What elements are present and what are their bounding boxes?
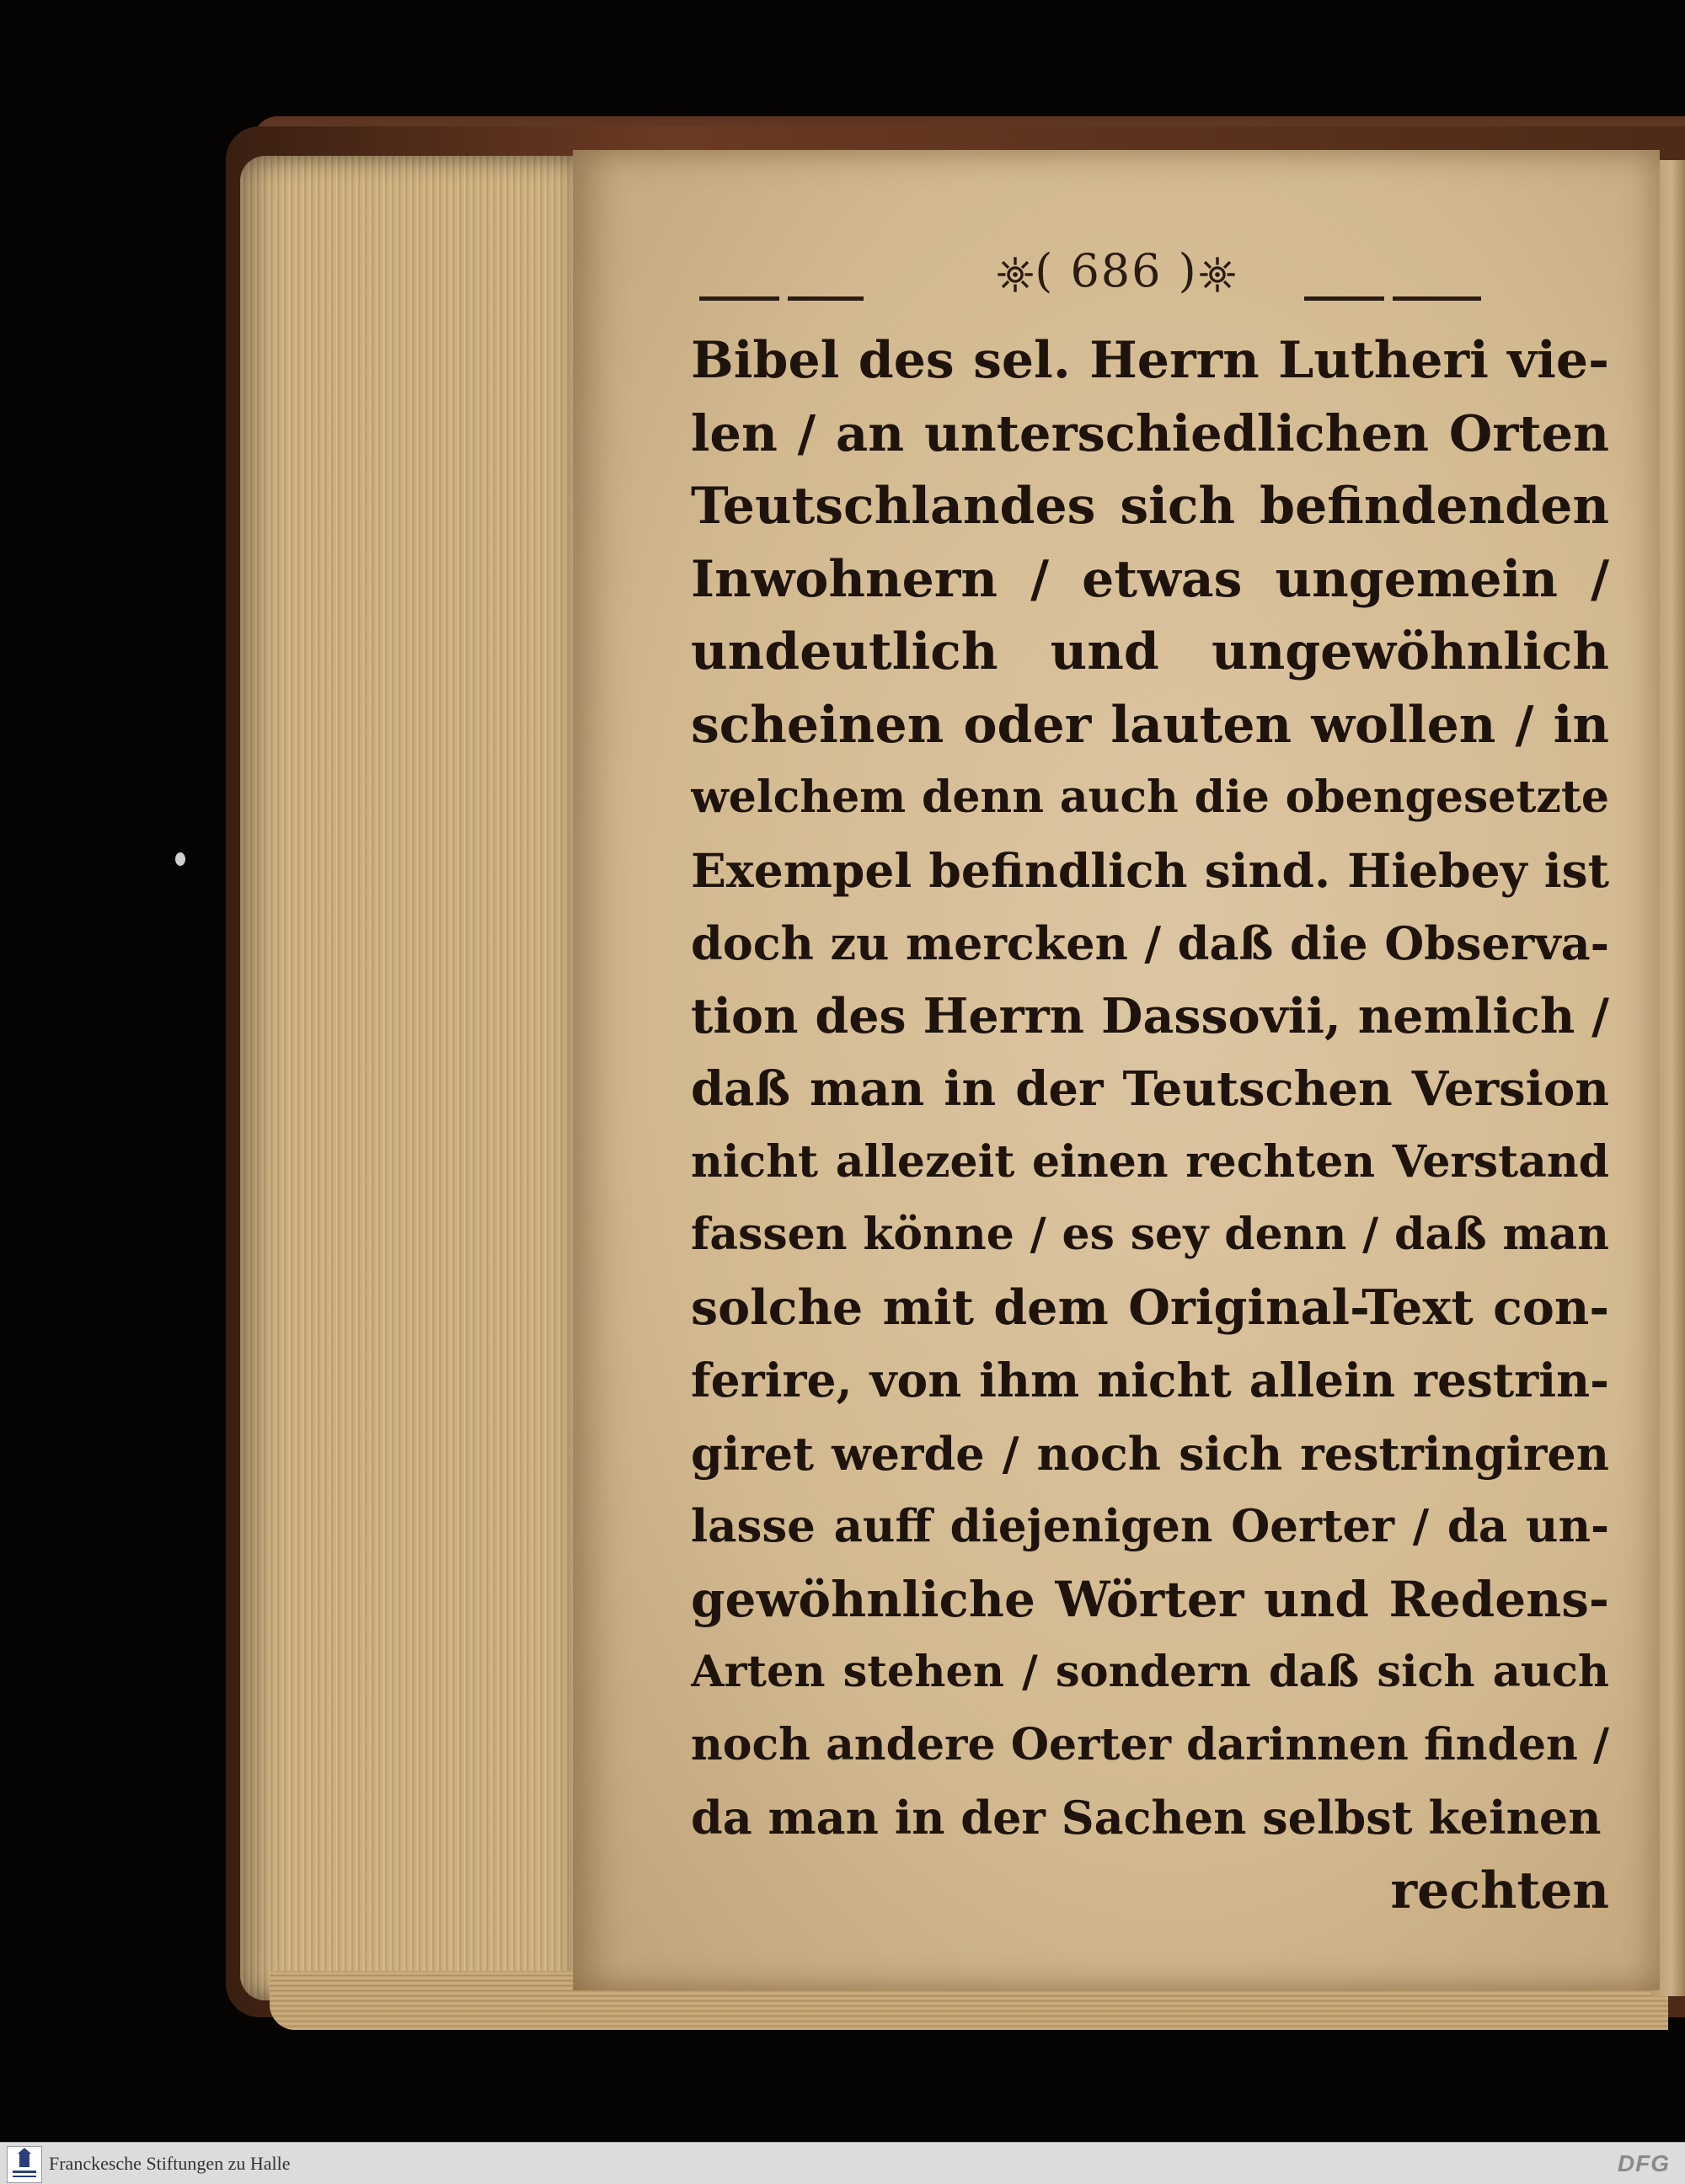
page-block-edges (240, 156, 594, 2000)
fleuron-icon (1198, 255, 1237, 294)
text-line: Exempel befindlich sind. Hiebey ist (691, 842, 1609, 898)
text-line: da man in der Sachen selbst keinen (691, 1791, 1602, 1845)
dust-speck (175, 852, 185, 866)
header-rule (788, 296, 864, 301)
text-line: daß man in der Teutschen Version (691, 1061, 1609, 1117)
body-text (691, 324, 1609, 1855)
dfg-logo: DFG (1617, 2150, 1670, 2176)
institution-name: Franckesche Stiftungen zu Halle (49, 2153, 291, 2174)
institution-logo-icon (7, 2146, 42, 2183)
text-line: scheinen oder lauten wollen / in (691, 695, 1609, 755)
header-rule (699, 296, 779, 301)
text-line: gewöhnliche Wörter und Redens- (691, 1570, 1609, 1628)
text-line: tion des Herrn Dassovii, nemlich / (691, 987, 1609, 1044)
text-line: giret werde / noch sich restringiren (691, 1426, 1609, 1481)
header-rule (1304, 296, 1384, 301)
text-line: noch andere Oerter darinnen finden / (691, 1718, 1609, 1770)
text-line: Teutschlandes sich befindenden (691, 477, 1609, 536)
running-head (573, 244, 1660, 312)
text-line: lasse auff diejenigen Oerter / da un- (691, 1500, 1609, 1552)
text-line: fassen könne / es sey denn / daß man (691, 1209, 1609, 1260)
fleuron-icon (996, 255, 1035, 294)
text-line: ferire, von ihm nicht allein restrin- (691, 1353, 1609, 1407)
text-line: solche mit dem Original-Text con- (691, 1279, 1609, 1336)
viewer-footer (0, 2142, 1685, 2184)
text-line: Arten stehen / sondern daß sich auch (691, 1647, 1609, 1697)
text-line: len / an unterschiedlichen Orten (691, 403, 1609, 462)
text-line: undeutlich und ungewöhnlich (691, 622, 1609, 681)
text-line: nicht allezeit einen rechten Verstand (691, 1135, 1609, 1188)
page-number-text: ( 686 ) (1035, 244, 1198, 297)
header-rule (1393, 296, 1481, 301)
text-line: Bibel des sel. Herrn Lutheri vie- (691, 331, 1609, 390)
text-line: welchem denn auch die obengesetzte (691, 772, 1609, 823)
page-number (990, 244, 1243, 297)
text-line: doch zu mercken / daß die Observa- (691, 916, 1609, 970)
catchword: rechten (1390, 1861, 1609, 1920)
text-line: Inwohnern / etwas ungemein / (691, 549, 1609, 609)
